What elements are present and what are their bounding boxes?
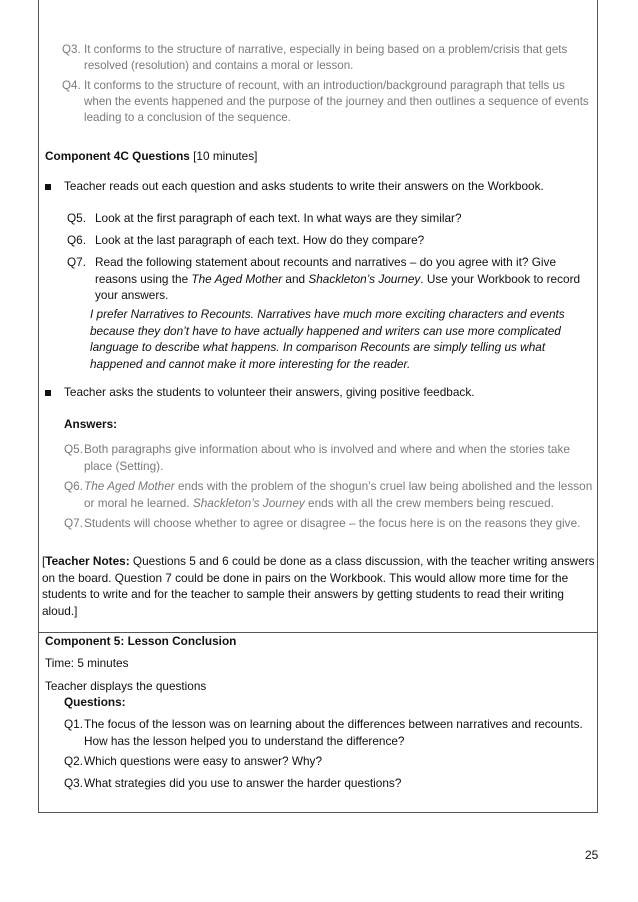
- c5-q2-number: Q2.: [64, 754, 84, 768]
- question-q4: [62, 78, 602, 128]
- q6-number: Q6.: [67, 233, 87, 247]
- question-q3: [62, 42, 602, 76]
- c5-q1-number: Q1.: [64, 717, 84, 731]
- answer-q5: [64, 441, 594, 475]
- teacher-notes-bracket: [: [42, 554, 46, 568]
- answer-text: [84, 478, 594, 511]
- c5-q3-number: Q3.: [64, 776, 84, 790]
- instruction-bullet-2: Teacher asks the students to volunteer their answers, giving positive feedback.: [64, 385, 475, 399]
- question-number: Q3.: [62, 43, 81, 56]
- answer-text: Students will choose whether to agree or disagree – the focus here is on the reasons they give.: [84, 516, 581, 530]
- answer-title-shackleton: Shackleton’s Journey: [192, 495, 305, 510]
- answer-q6: [64, 478, 594, 512]
- teacher-notes: [42, 553, 596, 619]
- answer-number: Q7.: [64, 516, 84, 530]
- statement-quote: I prefer Narratives to Recounts. Narratives have much more exciting characters and events because they don’t have to have actually happened and writers can use more complicated language to describe what happens. In comparison Recounts are simply telling us what happened and cannot make it more interesting for the reader.: [90, 307, 565, 371]
- page-number: 25: [585, 848, 599, 862]
- heading-title: Component 4C Questions: [45, 149, 190, 163]
- bullet-square-icon: [45, 184, 51, 190]
- instruction-bullet-1: Teacher reads out each question and asks students to write their answers on the Workbook.: [64, 179, 544, 193]
- answer-number: Q5.: [64, 442, 84, 456]
- q7-title-aged-mother: The Aged Mother: [191, 271, 283, 286]
- component-5-heading: Component 5: Lesson Conclusion: [45, 634, 237, 648]
- answer-number: Q6.: [64, 479, 84, 493]
- c5-q3-text: What strategies did you use to answer the harder questions?: [84, 776, 402, 790]
- component-5-time: Time: 5 minutes: [45, 656, 129, 670]
- question-text: It conforms to the structure of narrative, especially in being based on a problem/crisis that gets resolved (resolution) and contains a moral or lesson.: [84, 43, 568, 72]
- answer-q7: [64, 515, 594, 533]
- q7-text-part: and: [282, 271, 309, 286]
- q7-number: Q7.: [67, 255, 87, 269]
- bullet-square-icon: [45, 390, 51, 396]
- q7-text: [95, 254, 585, 304]
- component-4c-heading: [45, 148, 585, 165]
- teacher-notes-text: Questions 5 and 6 could be done as a class discussion, with the teacher writing answers on the board. Question 7 could be done in pairs on the Workbook. This would allow more time for the students to write and for the teacher to sample their answers by getting students to read their writing aloud.]: [42, 554, 595, 618]
- c5-q1-text: The focus of the lesson was on learning about the differences between narratives and recounts. How has the lesson helped you to understand the difference?: [84, 717, 583, 748]
- heading-time: [10 minutes]: [193, 149, 258, 163]
- q6-text: Look at the last paragraph of each text. How do they compare?: [95, 233, 425, 247]
- question-text: It conforms to the structure of recount, with an introduction/background paragraph that tells us when the events happened and the purpose of the journey and then outlines a sequence of events leading to a conclusion of the sequence.: [84, 79, 589, 124]
- q7-text-part: Read the following statement about recounts and narratives – do you agree with it? Give reasons using the: [95, 255, 557, 286]
- answer-text: Both paragraphs give information about who is involved and where and when the stories take place (Setting).: [84, 442, 570, 473]
- teacher-notes-label: Teacher Notes:: [45, 554, 130, 568]
- questions-label: Questions:: [64, 695, 126, 709]
- q7-text-part: . Use your Workbook to record your answers.: [95, 271, 581, 302]
- answer-text-part: ends with all the crew members being rescued.: [304, 495, 554, 510]
- answers-label: Answers:: [64, 417, 118, 431]
- q5-number: Q5.: [67, 211, 87, 225]
- c5-q2-text: Which questions were easy to answer? Why?: [84, 754, 323, 768]
- q5-text: Look at the first paragraph of each text. In what ways are they similar?: [95, 211, 462, 225]
- q7-title-shackleton: Shackleton’s Journey: [308, 271, 421, 286]
- answer-text-part: ends with the problem of the shogun’s cruel law being abolished and the lesson or moral he learned.: [84, 479, 593, 510]
- component-5-displays: Teacher displays the questions: [45, 679, 207, 693]
- answer-title-aged-mother: The Aged Mother: [84, 479, 175, 493]
- question-number: Q4.: [62, 79, 81, 92]
